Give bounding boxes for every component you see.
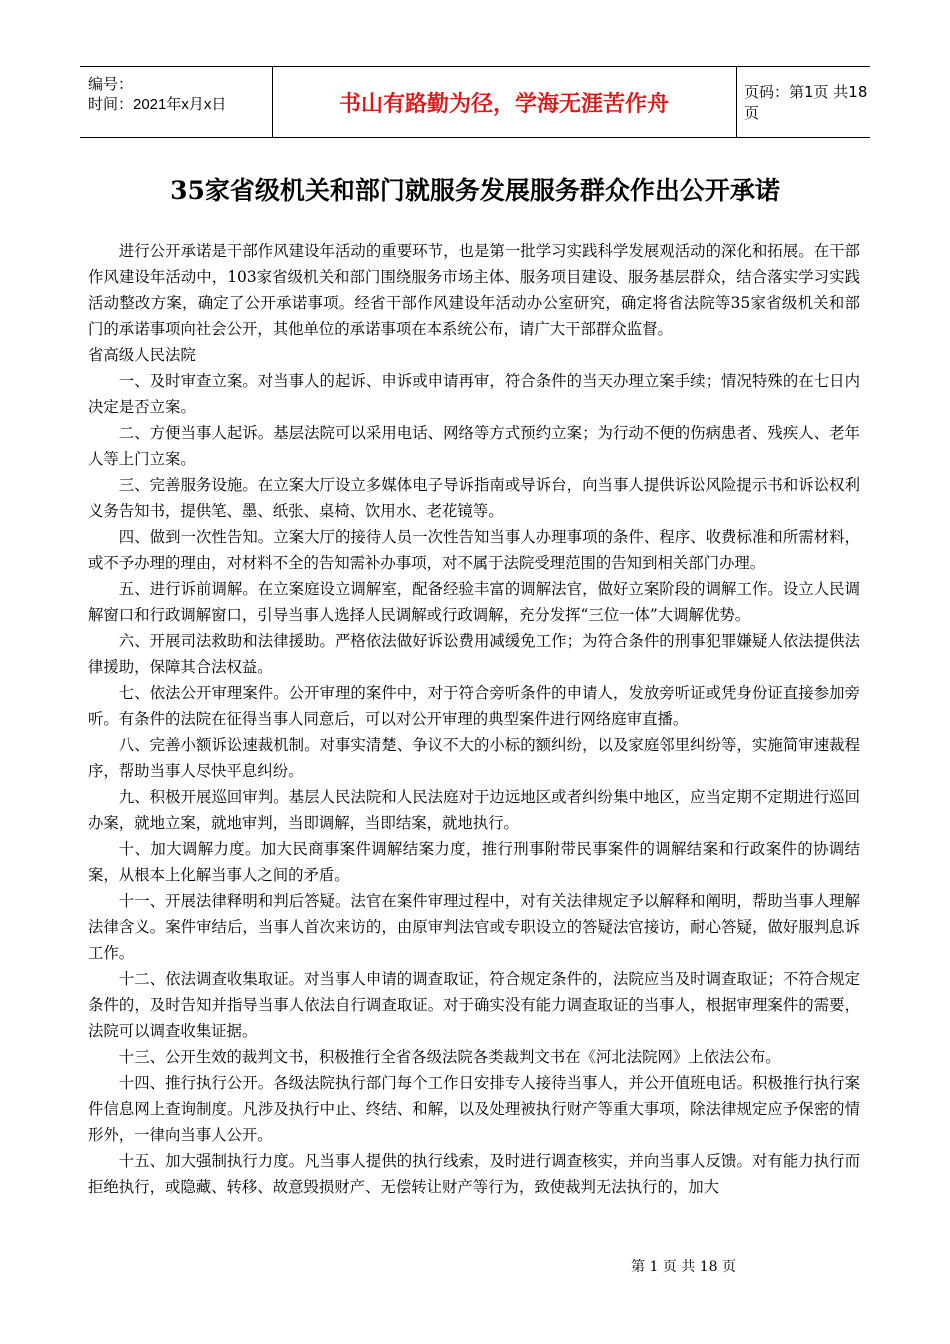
- commitment-item: 七、依法公开审理案件。公开审理的案件中，对于符合旁听条件的申请人，发放旁听证或凭身份证直接参加旁听。有条件的法院在征得当事人同意后，可以对公开审理的典型案件进行网络庭审直播。: [88, 684, 860, 728]
- commitment-item: 九、积极开展巡回审判。基层人民法院和人民法庭对于边远地区或者纠纷集中地区，应当定期不定期进行巡回办案，就地立案，就地审判，当即调解，当即结案，就地执行。: [88, 788, 860, 832]
- commitment-item: 十四、推行执行公开。各级法院执行部门每个工作日安排专人接待当事人，并公开值班电话。积极推行执行案件信息网上查询制度。凡涉及执行中止、终结、和解，以及处理被执行财产等重大事项，除法律规定应予保密的情形外，一律向当事人公开。: [88, 1074, 860, 1144]
- document-body: [88, 238, 860, 1200]
- page-info: 页码：第1页 共18页: [744, 83, 868, 122]
- commitment-item: 五、进行诉前调解。在立案庭设立调解室，配备经验丰富的调解法官，做好立案阶段的调解工作。设立人民调解窗口和行政调解窗口，引导当事人选择人民调解或行政调解，充分发挥“三位一体”大调解优势。: [88, 580, 860, 624]
- commitment-item: 六、开展司法救助和法律援助。严格依法做好诉讼费用减缓免工作；为符合条件的刑事犯罪嫌疑人依法提供法律援助，保障其合法权益。: [88, 632, 860, 676]
- commitment-item: 一、及时审查立案。对当事人的起诉、申诉或申请再审，符合条件的当天办理立案手续；情况特殊的在七日内决定是否立案。: [88, 372, 860, 416]
- header-meta-cell: [80, 67, 273, 137]
- page-footer: 第 1 页 共 18 页: [631, 1259, 736, 1275]
- code-label: 编号：: [88, 76, 134, 93]
- commitment-item: 十、加大调解力度。加大民商事案件调解结案力度，推行刑事附带民事案件的调解结案和行政案件的协调结案，从根本上化解当事人之间的矛盾。: [88, 840, 860, 884]
- motto: 书山有路勤为径，学海无涯苦作舟: [272, 67, 737, 137]
- commitment-item: 二、方便当事人起诉。基层法院可以采用电话、网络等方式预约立案；为行动不便的伤病患者、残疾人、老年人等上门立案。: [88, 424, 860, 468]
- section-title: 省高级人民法院: [88, 346, 196, 364]
- commitment-item: 十一、开展法律释明和判后答疑。法官在案件审理过程中，对有关法律规定予以解释和阐明，帮助当事人理解法律含义。案件审结后，当事人首次来访的，由原审判法官或专职设立的答疑法官接访，耐心答疑，做好服判息诉工作。: [88, 892, 860, 962]
- commitment-item: 十二、依法调查收集取证。对当事人申请的调查取证，符合规定条件的，法院应当及时调查取证；不符合规定条件的，及时告知并指导当事人依法自行调查取证。对于确实没有能力调查取证的当事人，根据审理案件的需要，法院可以调查收集证据。: [88, 970, 860, 1040]
- header-table: [80, 66, 870, 138]
- commitment-item: 八、完善小额诉讼速裁机制。对事实清楚、争议不大的小标的额纠纷，以及家庭邻里纠纷等，实施简审速裁程序，帮助当事人尽快平息纠纷。: [88, 736, 860, 780]
- commitment-item: 十五、加大强制执行力度。凡当事人提供的执行线索，及时进行调查核实，并向当事人反馈。对有能力执行而拒绝执行，或隐藏、转移、故意毁损财产、无偿转让财产等行为，致使裁判无法执行的，加大: [88, 1152, 860, 1196]
- commitment-item: 四、做到一次性告知。立案大厅的接待人员一次性告知当事人办理事项的条件、程序、收费标准和所需材料，或不予办理的理由，对材料不全的告知需补办事项，对不属于法院受理范围的告知到相关部门办理。: [88, 528, 860, 572]
- commitment-item: 三、完善服务设施。在立案大厅设立多媒体电子导诉指南或导诉台，向当事人提供诉讼风险提示书和诉讼权利义务告知书，提供笔、墨、纸张、桌椅、饮用水、老花镜等。: [88, 476, 860, 520]
- intro-paragraph: 进行公开承诺是干部作风建设年活动的重要环节，也是第一批学习实践科学发展观活动的深化和拓展。在干部作风建设年活动中，103家省级机关和部门围绕服务市场主体、服务项目建设、服务基层群众，结合落实学习实践活动整改方案，确定了公开承诺事项。经省干部作风建设年活动办公室研究，确定将省法院等35家省级机关和部门的承诺事项向社会公开，其他单位的承诺事项在本系统公布，请广大干部群众监督。: [88, 242, 860, 338]
- commitment-item: 十三、公开生效的裁判文书，积极推行全省各级法院各类裁判文书在《河北法院网》上依法公布。: [118, 1048, 781, 1066]
- time-label: 时间：2021年x月x日: [88, 96, 227, 113]
- document-title: 35家省级机关和部门就服务发展服务群众作出公开承诺: [170, 176, 780, 205]
